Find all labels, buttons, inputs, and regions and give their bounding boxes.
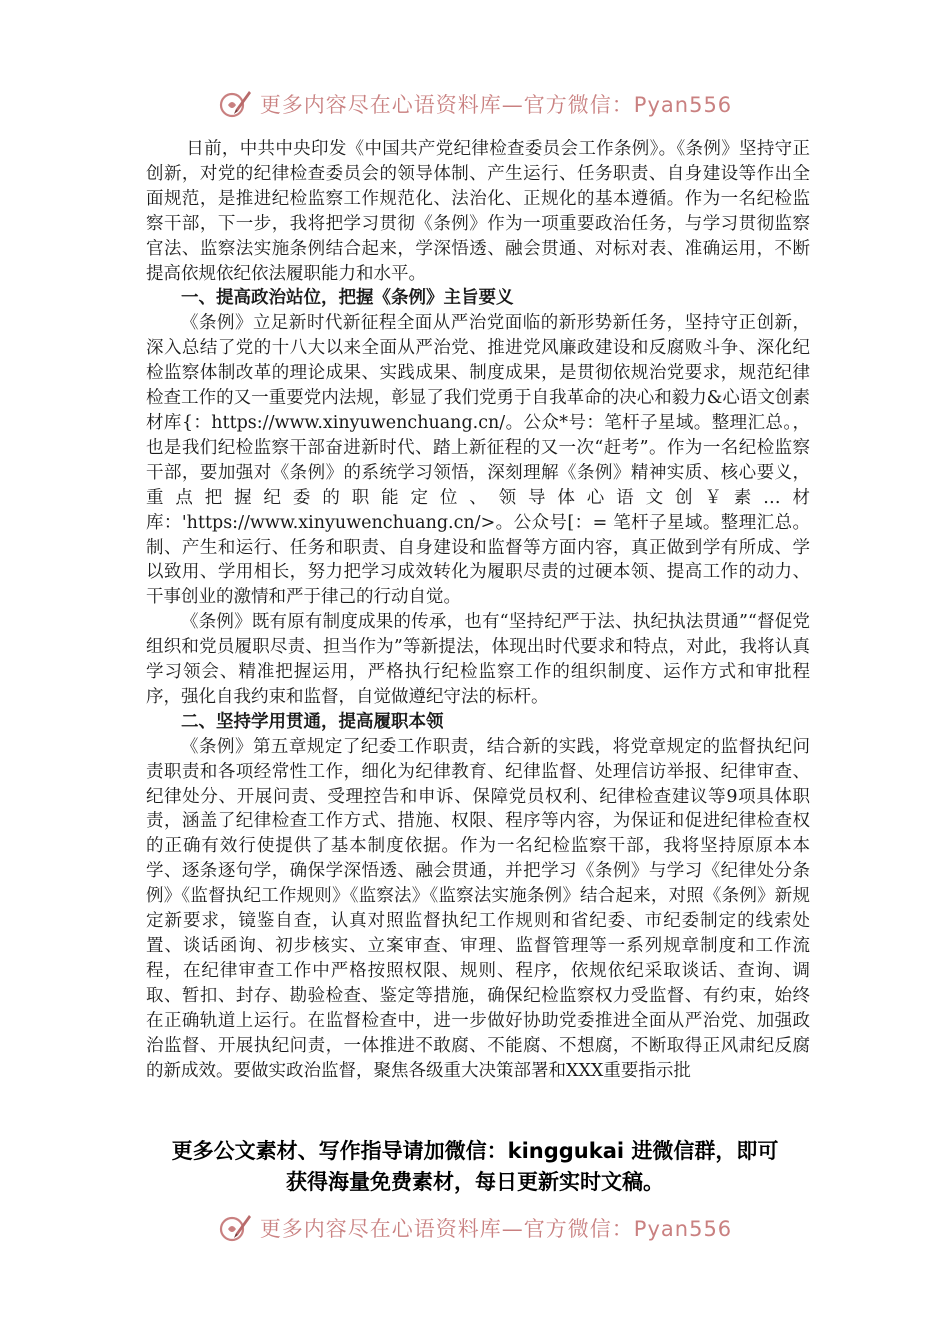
watermark-text: 更多内容尽在心语资料库—官方微信：Pyan556 bbox=[259, 93, 733, 117]
promo-line-2: 获得海量免费素材，每日更新实时文稿。 bbox=[286, 1170, 664, 1194]
promo-line-1: 更多公文素材、写作指导请加微信：kinggukai 进微信群，即可 bbox=[171, 1139, 779, 1163]
section1-paragraph-1: 《条例》立足新时代新征程全面从严治党面临的新形势新任务，坚持守正创新，深入总结了党的十八大以来全面从严治党、推进党风廉政建设和反腐败斗争、深化纪检监察体制改革的理论成果、实践成果、制度成果，是贯彻依规治党要求，规范纪律检查工作的又一重要党内法规，彰显了我们党勇于自我革命的决心和毅力&心语文创素材库{：https://www.xinyuwenchuang.cn/。公众*号：笔杆子星域。整理汇总。，也是我们纪检监察干部奋进新时代、踏上新征程的又一次“赶考”。作为一名纪检监察干部，要加强对《条例》的系统学习领悟，深刻理解《条例》精神实质、核心要义，重点把握纪委的职能定位、领导体心语文创￥素…材库：'https://www.xinyuwenchuang.cn/>。公众号[：= 笔杆子星域。整理汇总。制、产生和运行、任务和职责、自身建设和监督等方面内容，真正做到学有所成、学以致用、学用相长，努力把学习成效转化为履职尽责的过硬本领、提高工作的动力、干事创业的激情和严于律己的行动自觉。 bbox=[146, 313, 810, 608]
watermark-text: 更多内容尽在心语资料库—官方微信：Pyan556 bbox=[259, 1217, 733, 1241]
watermark-header bbox=[0, 82, 950, 126]
section2-heading: 二、坚持学用贯通，提高履职本领 bbox=[181, 711, 444, 732]
promo-banner bbox=[0, 1136, 950, 1198]
body-clip bbox=[146, 137, 810, 1118]
pen-logo-icon bbox=[218, 87, 252, 121]
watermark-footer bbox=[0, 1206, 950, 1250]
intro-paragraph: 日前，中共中央印发《中国共产党纪律检查委员会工作条例》。《条例》坚持守正创新，对党的纪律检查委员会的领导体制、产生运行、任务职责、自身建设等作出全面规范，是推进纪检监察工作规范化、法治化、正规化的基本遵循。作为一名纪检监察干部，下一步，我将把学习贯彻《条例》作为一项重要政治任务，与学习贯彻监察官法、监察法实施条例结合起来，学深悟透、融会贯通、对标对表、准确运用，不断提高依规依纪依法履职能力和水平。 bbox=[146, 139, 810, 284]
section1-heading: 一、提高政治站位，把握《条例》主旨要义 bbox=[181, 288, 514, 309]
section2-paragraph-1: 《条例》第五章规定了纪委工作职责，结合新的实践，将党章规定的监督执纪问责职责和各项经常性工作，细化为纪律教育、纪律监督、处理信访举报、纪律审查、纪律处分、开展问责、受理控告和申诉、保障党员权利、纪律检查建议等9项具体职责，涵盖了纪律检查工作方式、措施、权限、程序等内容，为保证和促进纪律检查权的正确有效行使提供了基本制度依据。作为一名纪检监察干部，我将坚持原原本本学、逐条逐句学，确保学深悟透、融会贯通，并把学习《条例》与学习《纪律处分条例》《监督执纪工作规则》《监察法》《监察法实施条例》结合起来，对照《条例》新规定新要求，镜鉴自查，认真对照监督执纪工作规则和省纪委、市纪委制定的线索处置、谈话函询、初步核实、立案审查、审理、监督管理等一系列规章制度和工作流程，在纪律审查工作中严格按照权限、规则、程序，依规依纪采取谈话、查询、调取、暂扣、封存、勘验检查、鉴定等措施，确保纪检监察权力受监督、有约束，始终在正确轨道上运行。在监督检查中，进一步做好协助党委推进全面从严治党、加强政治监督、开展执纪问责，一体推进不敢腐、不能腐、不想腐，不断取得正风肃纪反腐的新成效。要做实政治监督，聚焦各级重大决策部署和XXX重要指示批 bbox=[146, 736, 810, 1081]
pen-logo-icon bbox=[218, 1211, 252, 1245]
section1-paragraph-2: 《条例》既有原有制度成果的传承，也有“坚持纪严于法、执纪执法贯通”“督促党组织和党员履职尽责、担当作为”等新提法，体现出时代要求和特点，对此，我将认真学习领会、精准把握运用，严格执行纪检监察工作的组织制度、运作方式和审批程序，强化自我约束和监督，自觉做遵纪守法的标杆。 bbox=[146, 612, 810, 707]
document-body bbox=[146, 137, 810, 1118]
